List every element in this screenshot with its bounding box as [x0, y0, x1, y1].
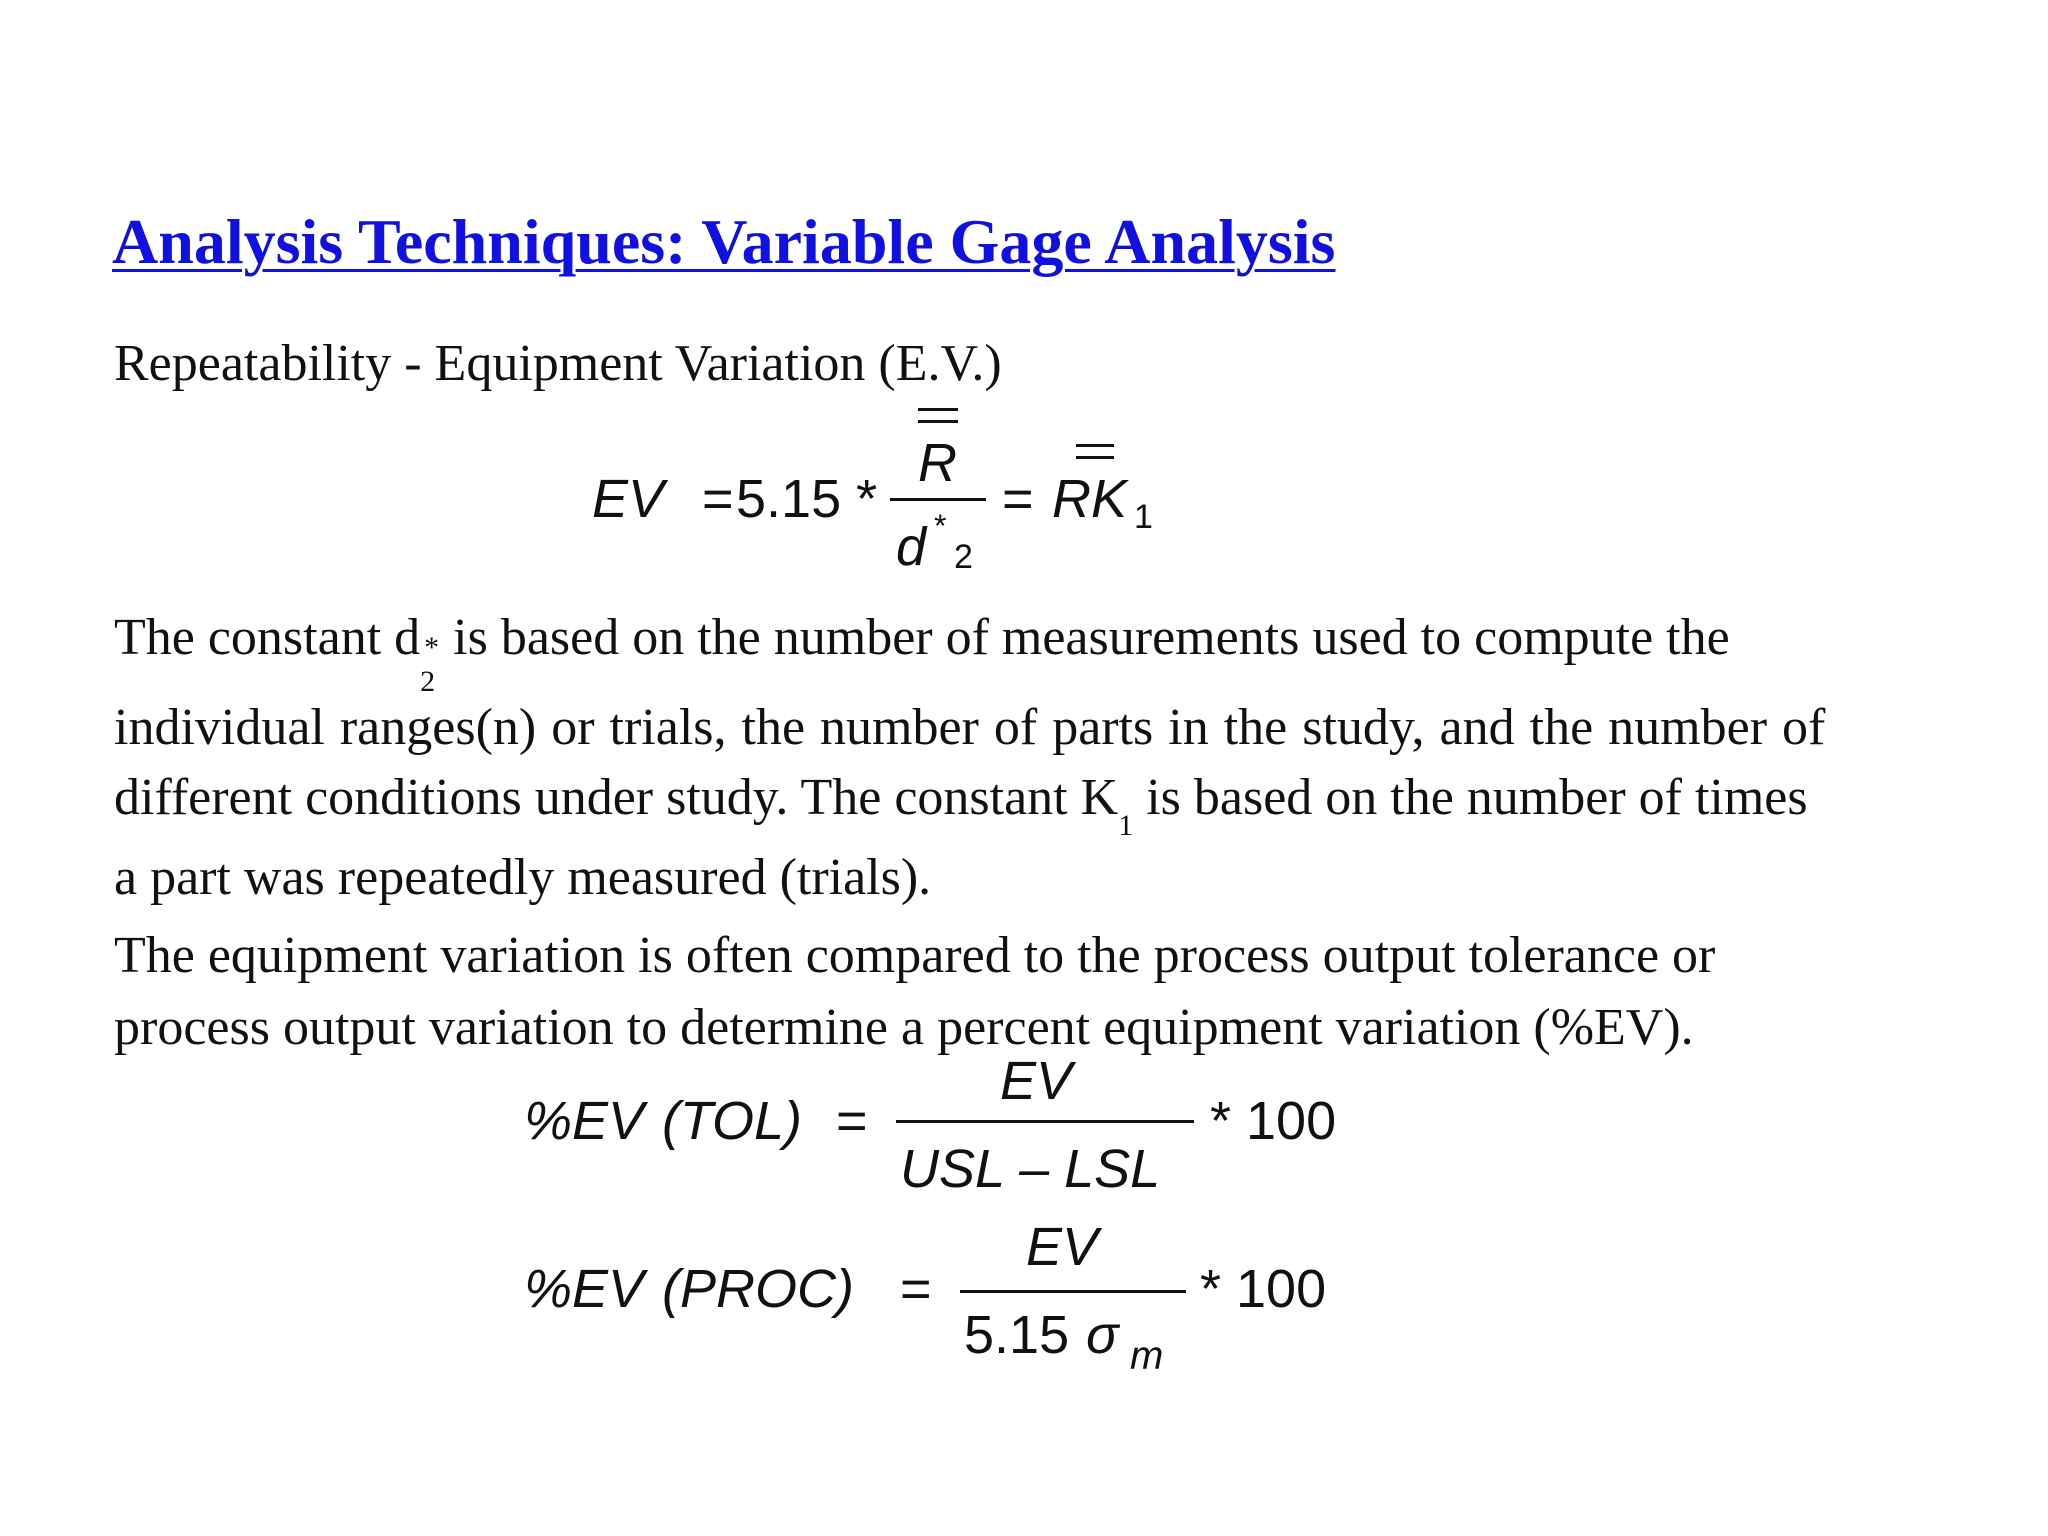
formula-ev-lhs: EV [592, 469, 665, 529]
formula-tol-arg: (TOL) [662, 1091, 803, 1151]
formula-ev-numerator: R [918, 433, 957, 493]
formula-ev-rhs-sub: 1 [1134, 498, 1153, 536]
formula-tol-numerator: EV [1000, 1051, 1073, 1111]
double-bar-rhs-top [1076, 444, 1114, 447]
formula-ev-denominator: d [896, 517, 927, 577]
formula-ev-coefficient: 5.15 * [736, 469, 878, 529]
paragraph-line-4: a part was repeatedly measured (trials). [114, 849, 932, 906]
formula-proc-arg: (PROC) [662, 1259, 854, 1319]
formula-tol-multiplier: * 100 [1210, 1091, 1337, 1151]
paragraph2-line-2: process output variation to determine a percent equipment variation (%EV). [114, 999, 1694, 1056]
formula-tol-fraction-line [896, 1120, 1194, 1123]
paragraph-line-3 [114, 769, 1808, 843]
formula-ev-equals: = [702, 469, 734, 529]
formula-proc-numerator: EV [1026, 1217, 1099, 1277]
formula-ev-den-sup: * [934, 508, 947, 544]
formula-tol-lhs: %EV [524, 1091, 645, 1151]
para1-line3-pre: different conditions under study. The constant K [114, 769, 1119, 826]
formula-proc-lhs: %EV [524, 1259, 645, 1319]
para1-line3-sub: 1 [1118, 809, 1134, 843]
double-bar-rhs-bottom [1076, 456, 1114, 459]
slide-title: Analysis Techniques: Variable Gage Analysis [112, 206, 1336, 277]
section-subtitle: Repeatability - Equipment Variation (E.V.) [114, 335, 1002, 392]
formula-ev-equals-2: = [1002, 469, 1034, 529]
formula-tol-denominator: USL – LSL [900, 1139, 1161, 1199]
paragraph-line-1: The constant d 2 * is based on the number of measurements used to compute the [114, 609, 1730, 698]
formula-ev-rhs: RK [1052, 469, 1128, 529]
double-bar-bottom [918, 420, 958, 423]
para1-post: is based on the number of measurements used to compute the [440, 609, 1730, 666]
formula-proc-den-sigma: σ [1086, 1305, 1119, 1365]
para1-line3-post: is based on the number of times [1133, 769, 1808, 826]
formula-tol-equals: = [836, 1091, 868, 1151]
paragraph-line-2: individual ranges(n) or trials, the number of parts in the study, and the number of [114, 699, 1826, 756]
formula-proc-equals: = [900, 1259, 932, 1319]
double-bar-top [918, 408, 958, 411]
formula-ev-fraction-line [890, 498, 986, 501]
formula-proc-multiplier: * 100 [1200, 1259, 1327, 1319]
para1-pre: The constant d [114, 609, 421, 666]
formula-proc-den-coef: 5.15 [964, 1305, 1070, 1365]
formula-ev-den-sub: 2 [954, 538, 973, 576]
paragraph2-line-1: The equipment variation is often compared to the process output tolerance or [114, 927, 1716, 984]
formula-proc-fraction-line [960, 1290, 1186, 1293]
formula-proc-den-sub: m [1130, 1334, 1164, 1378]
